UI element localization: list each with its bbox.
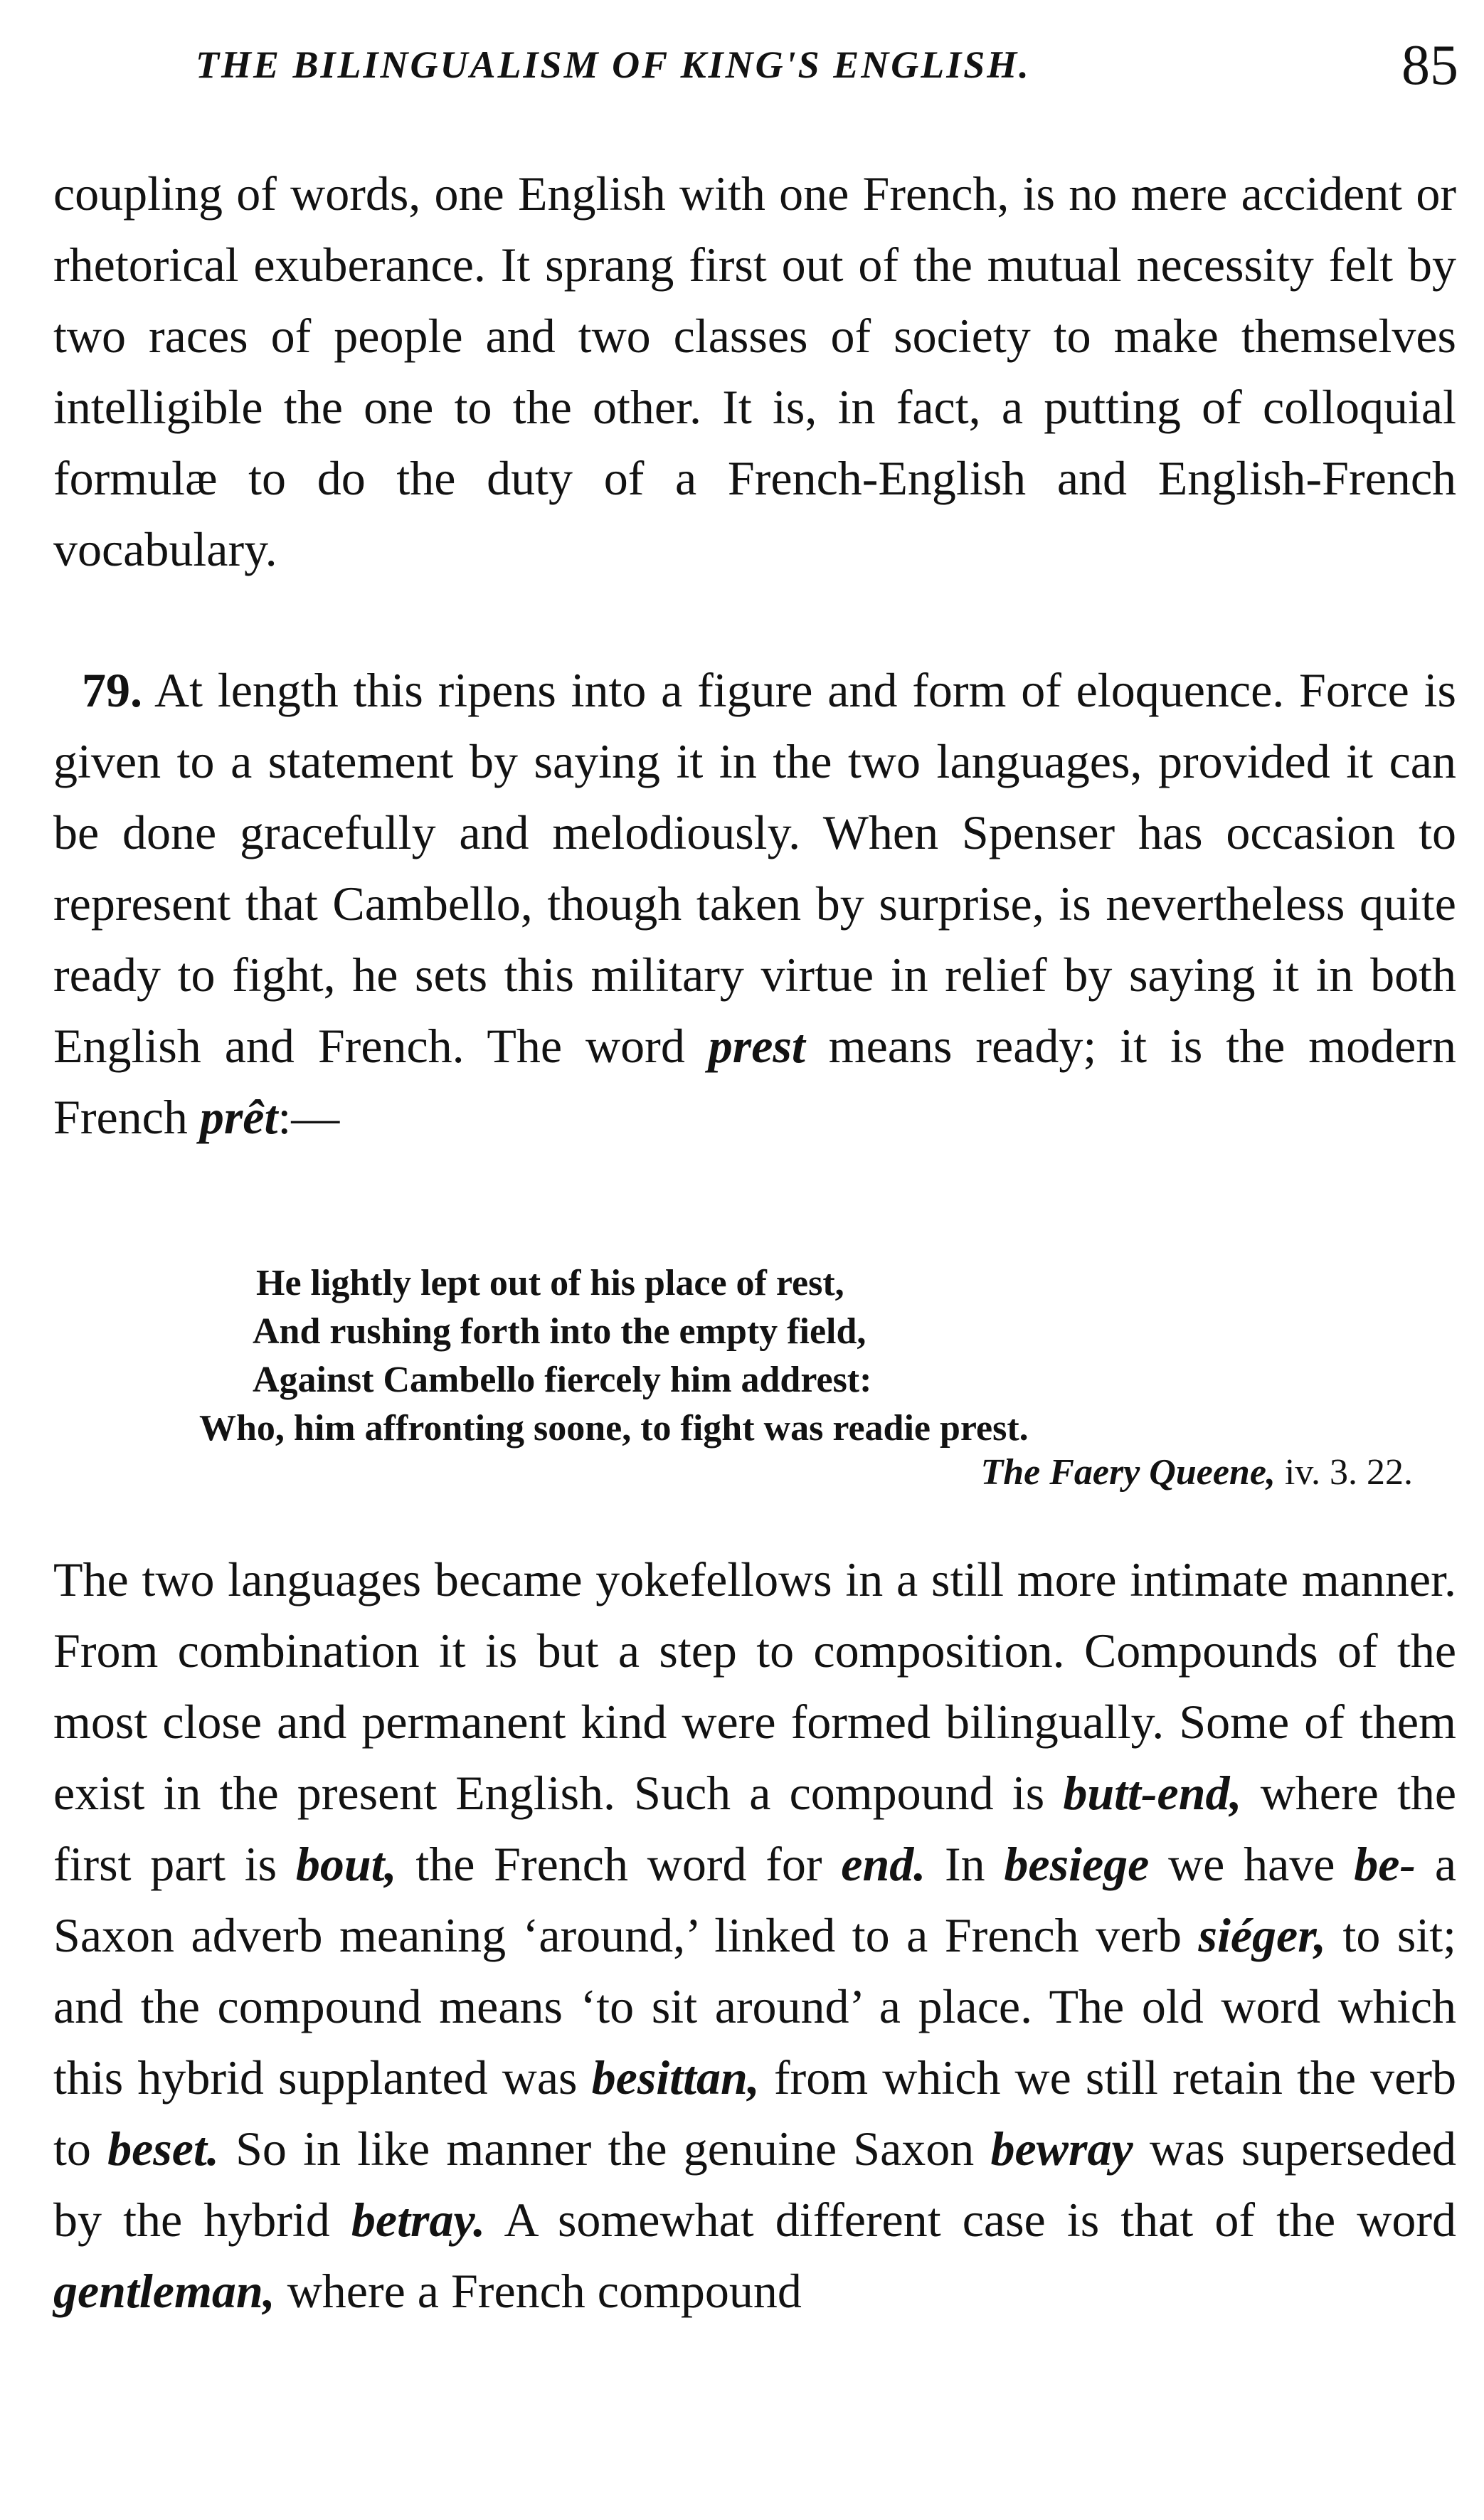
paragraph-text: we have	[1168, 1837, 1335, 1891]
paragraph-number: 79.	[82, 663, 142, 717]
paragraph-text: coupling of words, one English with one French, is no mere accident or rhetorical exuberance. It sprang first out of the mutual necessity felt by two races of people and two classes of society to make themselves intelligible the one to the other. It is, in fact, a putting of colloquial formulæ to do the duty of a French-English and English-French vocabulary.	[53, 166, 1456, 576]
italic-word: prêt	[199, 1090, 278, 1144]
paragraph-text: So in like manner the genuine Saxon	[235, 2122, 975, 2176]
paragraph-text: The two languages became yokefellows in a still more intimate manner. From combination it is but a step to composition. Compounds of the most close and permanent kind were formed bilingually. Some of them exist in the present English. Such a compound is	[53, 1552, 1456, 1820]
paragraph-text: where the first part is	[53, 1766, 1457, 1891]
italic-word: end.	[841, 1837, 926, 1891]
running-title: THE BILINGUALISM OF KING'S ENGLISH.	[196, 43, 1031, 86]
italic-word: be-	[1354, 1837, 1416, 1891]
paragraph-text: A somewhat different case is that of the word	[504, 2193, 1457, 2247]
verse-line: Against Cambello fiercely him addrest:	[253, 1360, 872, 1400]
paragraph-text: from which we still retain the verb to	[53, 2050, 1457, 2176]
paragraph-text: a Saxon adverb meaning ‘around,’ linked to a French verb	[53, 1837, 1456, 1962]
paragraph-text: means ready; it is the modern French	[53, 1019, 1457, 1144]
verse-line: Who, him affronting soone, to fight was readie prest.	[199, 1408, 1029, 1449]
paragraph-text: At length this ripens into a figure and form of eloquence. Force is given to a statement by saying it in the two languages, provided it can be done gracefully and melodiously. When Spenser has occasion to represent that Cambello, though taken by surprise, is nevertheless quite ready to fight, he sets this military virtue in relief by saying it in both English and French. The word	[53, 663, 1457, 1073]
paragraph-text: to sit; and the compound means ‘to sit around’ a place. The old word which this hybrid supplanted was	[53, 1908, 1457, 2105]
paragraph-text: was superseded by the hybrid	[53, 2122, 1456, 2247]
paragraph-continued	[53, 158, 1456, 585]
citation-reference: iv. 3. 22.	[1284, 1452, 1413, 1493]
italic-word: gentleman,	[53, 2264, 275, 2318]
italic-word: prest	[708, 1019, 805, 1073]
italic-word: bout,	[295, 1837, 397, 1891]
verse-citation	[980, 1451, 1413, 1493]
italic-word: bewray	[990, 2122, 1133, 2176]
paragraph-79	[53, 655, 1456, 1153]
italic-word: betray.	[351, 2193, 486, 2247]
running-head	[196, 34, 1458, 101]
verse-line: And rushing forth into the empty field,	[253, 1311, 866, 1352]
italic-word: besiege	[1004, 1837, 1150, 1891]
paragraph-text: In	[945, 1837, 985, 1891]
page-number: 85	[1401, 34, 1458, 97]
verse-line: He lightly lept out of his place of rest,	[256, 1263, 844, 1303]
italic-word: butt-end,	[1063, 1766, 1242, 1820]
italic-word: beset.	[107, 2122, 219, 2176]
citation-title: The Faery Queene,	[980, 1452, 1276, 1493]
italic-word: siéger,	[1198, 1908, 1326, 1962]
paragraph-text: the French word for	[415, 1837, 822, 1891]
verse-quotation	[199, 1259, 1409, 1453]
paragraph-text: :—	[277, 1090, 340, 1144]
italic-word: besittan,	[591, 2050, 760, 2105]
paragraph-bilingual-compounds	[53, 1544, 1456, 2326]
paragraph-text: where a French compound	[287, 2264, 802, 2318]
